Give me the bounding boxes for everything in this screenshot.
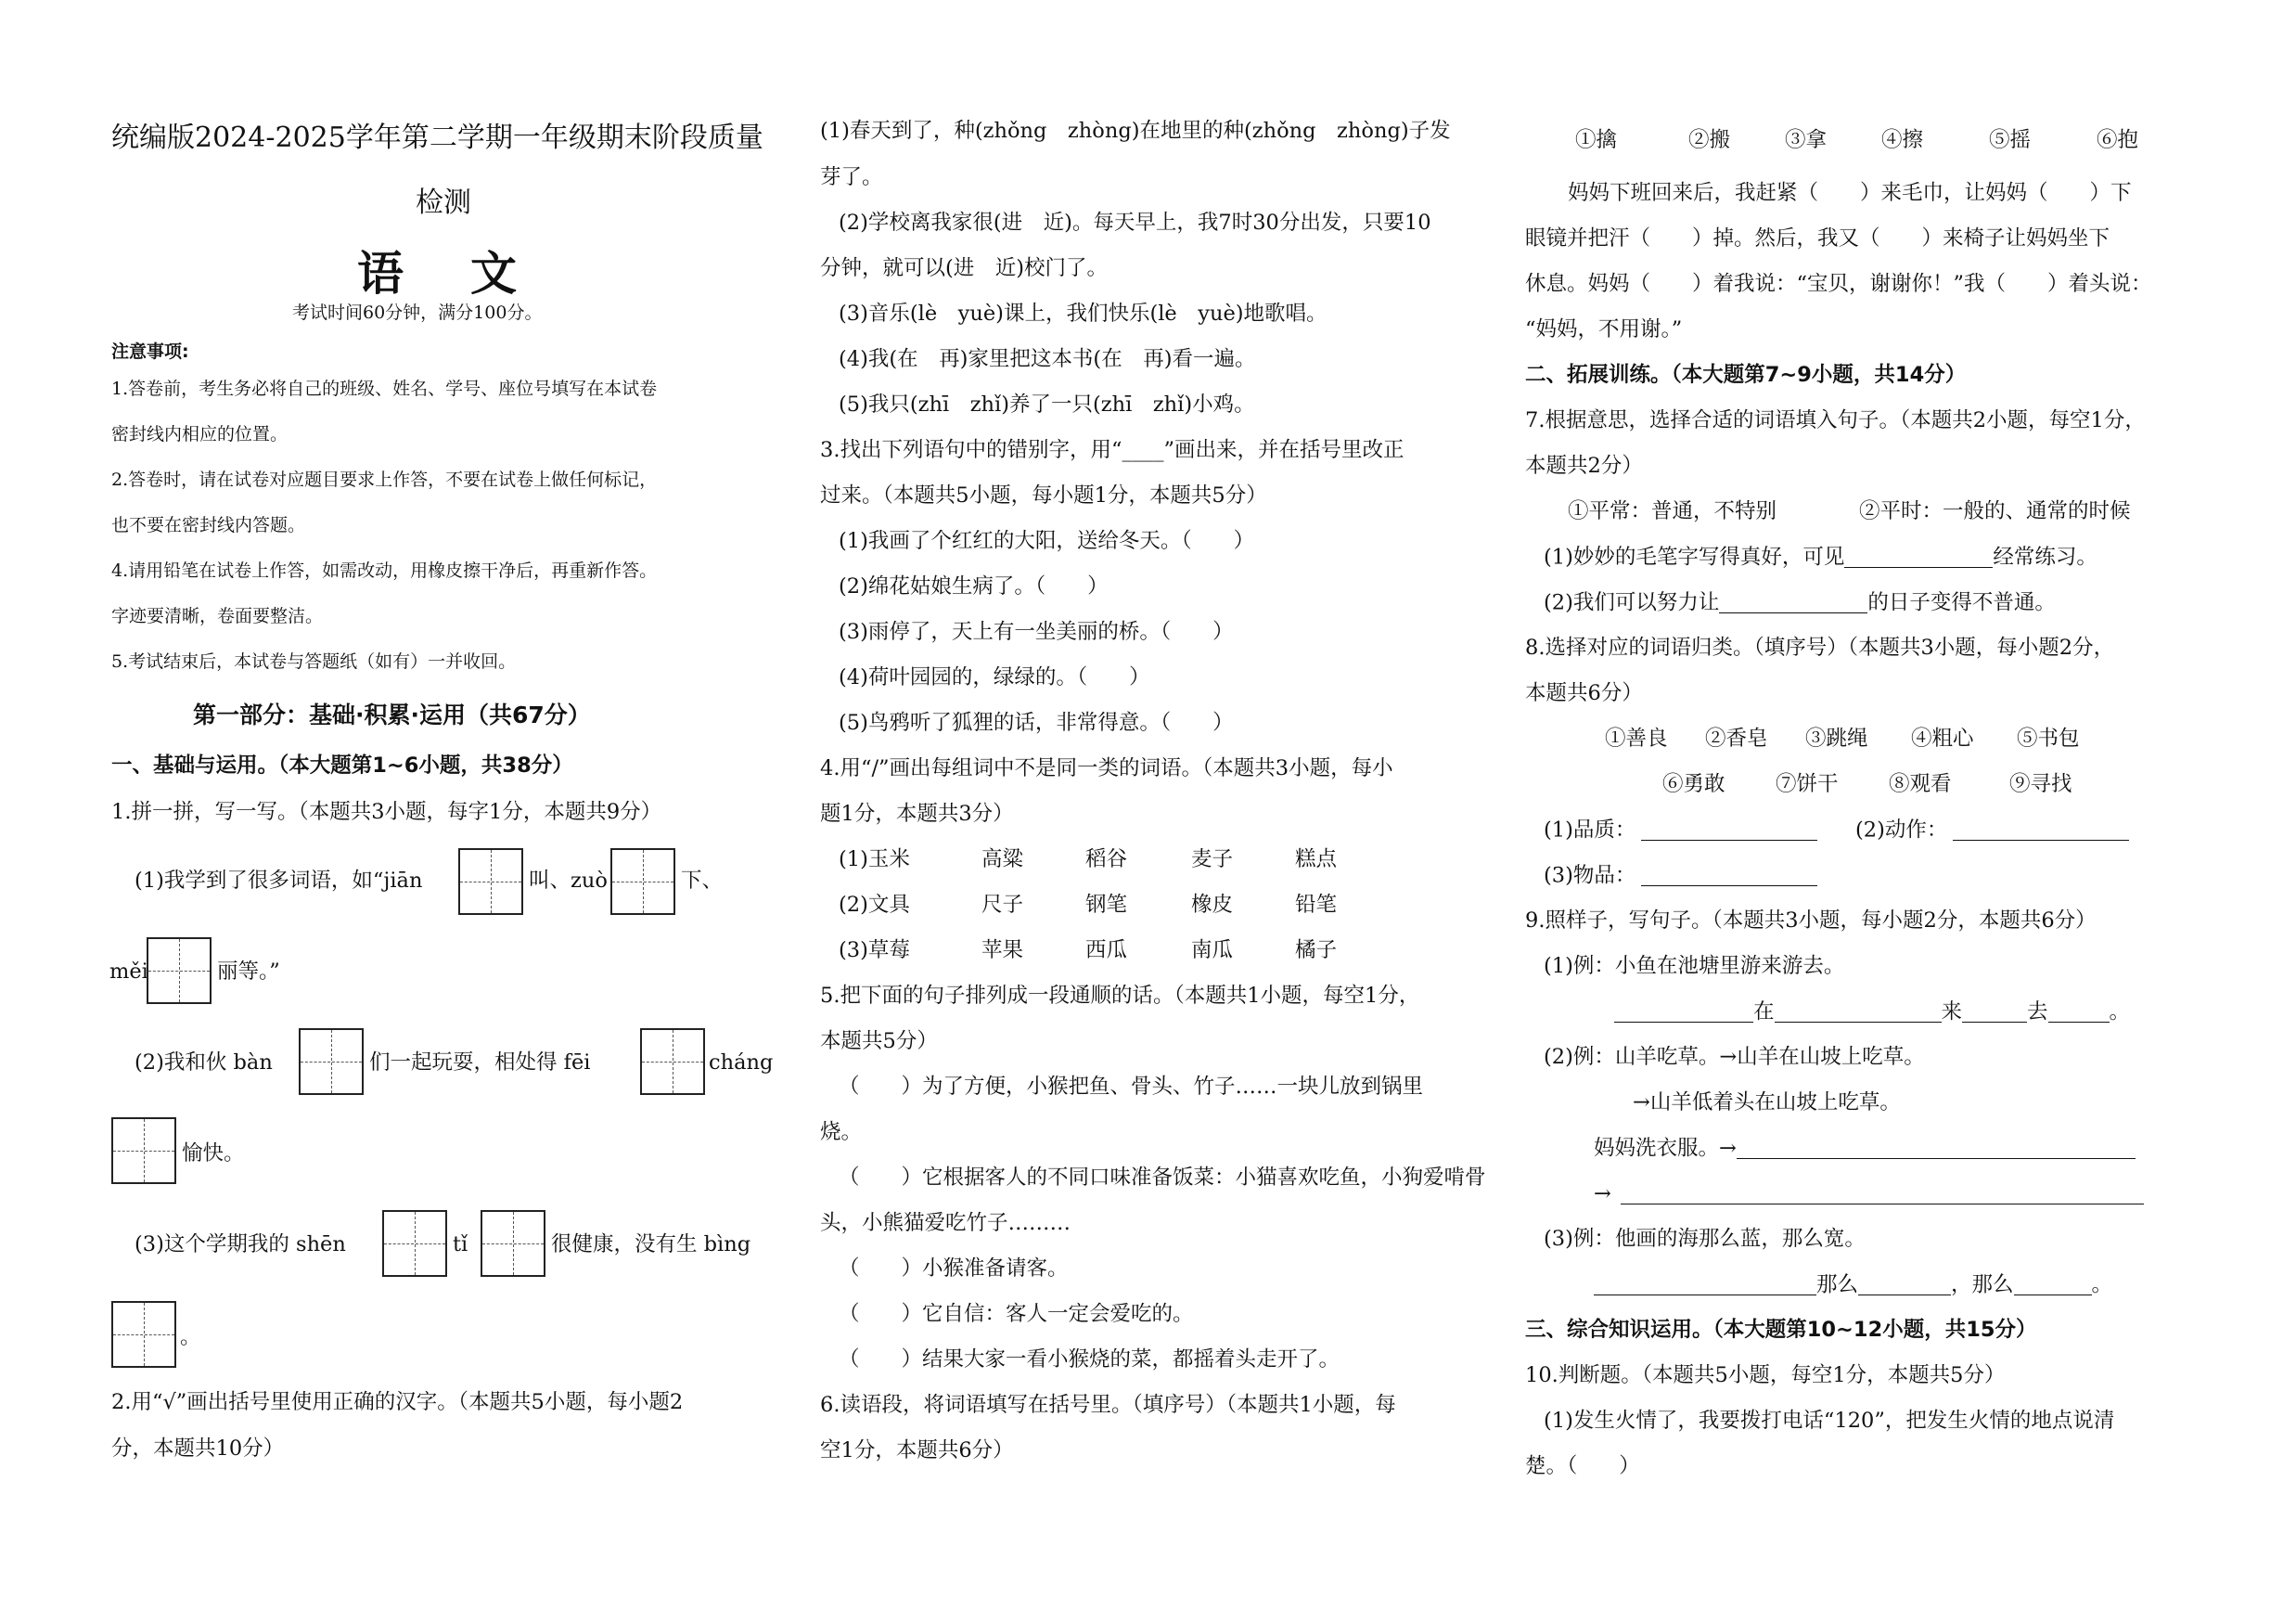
q7-s1-text-a: (1)妙妙的毛笔字写得真好，可见 — [1544, 545, 1845, 570]
tianzige-box[interactable] — [111, 1301, 176, 1368]
q6-paragraph-line: “妈妈，不用谢。” — [1525, 317, 1683, 341]
q2-heading-line1: 2.用“√”画出括号里使用正确的汉字。（本题共5小题，每小题2 — [111, 1390, 684, 1414]
q9-ex2-answer — [1594, 1183, 2144, 1204]
q1-s1-text-b: 叫、zuò — [529, 869, 608, 893]
q3-heading-line1: 3.找出下列语句中的错别字，用“____”画出来，并在括号里改正 — [820, 438, 1405, 462]
q9-heading: 9.照样子，写句子。（本题共3小题，每小题2分，本题共6分） — [1525, 908, 2097, 933]
q9-example2: (2)例：山羊吃草。→山羊在山坡上吃草。 — [1544, 1045, 1925, 1069]
q10-heading: 10.判断题。（本题共5小题，每空1分，本题共5分） — [1525, 1363, 2006, 1387]
q1-heading: 1.拼一拼，写一写。（本题共3小题，每字1分，本题共9分） — [111, 800, 662, 824]
part1-heading: 第一部分：基础·积累·运用（共67分） — [193, 702, 591, 728]
q9-ex3-blank[interactable] — [2014, 1274, 2092, 1295]
q5-sentence: （ ）结果大家一看小猴烧的菜，都摇着头走开了。 — [839, 1347, 1340, 1372]
q7-s1-blank[interactable] — [1844, 547, 1993, 568]
q1-s3-text-b: tǐ — [453, 1232, 468, 1256]
q7-s1 — [1544, 547, 2097, 568]
tianzige-box[interactable] — [111, 1117, 176, 1184]
q4-row1-word: 高粱 — [981, 847, 1024, 871]
q8-category-label: (1)品质： — [1544, 818, 1636, 843]
q10-s1-line1: (1)发生火情了，我要拨打电话“120”，把发生火情的地点说清 — [1544, 1409, 2115, 1433]
q4-row3-word: (3)草莓 — [839, 938, 910, 962]
q9-ex1-word: 来 — [1941, 999, 1963, 1024]
q9-ex1-blank[interactable] — [2048, 1001, 2110, 1023]
q10-s1-line2: 楚。（ ） — [1525, 1454, 1640, 1478]
q9-ex2-blank[interactable] — [1737, 1138, 2136, 1159]
q4-row2-word: (2)文具 — [839, 893, 910, 917]
q8-category — [1544, 865, 1817, 886]
q8-category — [1544, 819, 1817, 841]
q4-row2-word: 钢笔 — [1085, 893, 1128, 917]
exam-title-line1: 统编版2024-2025学年第二学期一年级期末阶段质量 — [111, 122, 763, 154]
q4-row1-word: 麦子 — [1191, 847, 1234, 871]
q8-heading-line2: 本题共6分） — [1525, 681, 1643, 705]
q5-heading-line1: 5.把下面的句子排列成一段通顺的话。（本题共1小题，每空1分， — [820, 984, 1420, 1008]
time-note: 考试时间60分钟，满分100分。 — [292, 303, 543, 323]
q2-s1-line2: 芽了。 — [820, 165, 883, 189]
section2-heading: 二、拓展训练。（本大题第7~9小题，共14分） — [1525, 363, 1967, 387]
q9-ex3-answer — [1594, 1274, 2112, 1295]
q4-row3-word: 西瓜 — [1085, 938, 1128, 962]
note-line: 5.考试结束后，本试卷与答题纸（如有）一并收回。 — [111, 651, 517, 672]
q3-heading-line2: 过来。（本题共5小题，每小题1分，本题共5分） — [820, 483, 1267, 508]
note-line: 2.答卷时，请在试卷对应题目要求上作答，不要在试卷上做任何标记， — [111, 470, 658, 490]
q8-category — [1855, 819, 2129, 841]
q7-s2-text-b: 的日子变得不普通。 — [1867, 590, 2056, 615]
q9-ex2-answer — [1594, 1138, 2136, 1159]
q9-ex1-blank[interactable] — [1614, 1001, 1753, 1023]
q9-ex2-arrow: → — [1594, 1181, 1611, 1206]
notes-heading: 注意事项: — [111, 341, 189, 362]
q4-row1-word: (1)玉米 — [839, 847, 910, 871]
q7-option: ①平常：普通，不特别 — [1568, 499, 1777, 523]
q4-row3-word: 橘子 — [1295, 938, 1338, 962]
q8-category-label: (2)动作： — [1855, 818, 1948, 843]
q2-s2-line1: (2)学校离我家很(进 近)。每天早上，我7时30分出发，只要10 — [839, 211, 1431, 235]
q1-s3-text-d: 。 — [180, 1325, 201, 1349]
q9-ex3-blank[interactable] — [1594, 1274, 1816, 1295]
q7-s2 — [1544, 592, 2056, 613]
q9-ex1-end: 。 — [2109, 999, 2131, 1024]
q8-word: ⑦饼干 — [1776, 772, 1839, 796]
q8-heading-line1: 8.选择对应的词语归类。（填序号）（本题共3小题，每小题2分， — [1525, 636, 2115, 660]
tianzige-box[interactable] — [382, 1210, 447, 1277]
q6-paragraph-line: 眼镜并把汗（ ）掉。然后，我又（ ）来椅子让妈妈坐下 — [1525, 226, 2110, 251]
q7-s1-text-b: 经常练习。 — [1993, 545, 2097, 570]
note-line: 字迹要清晰，卷面要整洁。 — [111, 606, 324, 626]
q9-ex1-blank[interactable] — [1962, 1001, 2027, 1023]
q6-heading-line1: 6.读语段，将词语填写在括号里。（填序号）（本题共1小题，每 — [820, 1393, 1396, 1417]
q1-s2-text-a: (2)我和伙 bàn — [135, 1050, 273, 1075]
q7-option: ②平时：一般的、通常的时候 — [1859, 499, 2131, 523]
q2-s2-line2: 分钟，就可以(进 近)校门了。 — [820, 256, 1109, 280]
q4-row3-word: 苹果 — [981, 938, 1024, 962]
q1-s1-text-e: 丽等。” — [217, 960, 280, 984]
q9-ex1-answer — [1614, 1001, 2130, 1023]
q9-ex3-end: 。 — [2091, 1272, 2113, 1297]
q1-s2-text-d: 愉快。 — [182, 1141, 245, 1166]
q3-item: (2)绵花姑娘生病了。（ ） — [839, 574, 1109, 599]
tianzige-box[interactable] — [299, 1028, 364, 1095]
right-column — [1521, 0, 2296, 1623]
exam-title-line2: 检测 — [416, 187, 471, 219]
q2-s1-line1: (1)春天到了，种(zhǒng zhòng)在地里的种(zhǒng zhòng)子发 — [820, 119, 1451, 143]
q5-heading-line2: 本题共5分） — [820, 1029, 938, 1053]
q3-item: (1)我画了个红红的大阳，送给冬天。（ ） — [839, 529, 1255, 553]
left-column — [0, 0, 798, 1623]
q1-s2-text-c: cháng — [709, 1050, 774, 1075]
q9-ex1-word: 去 — [2027, 999, 2048, 1024]
q4-heading-line2: 题1分，本题共3分） — [820, 802, 1014, 826]
q5-sentence-line1: （ ）它根据客人的不同口味准备饭菜：小猫喜欢吃鱼，小狗爱啃骨 — [839, 1166, 1486, 1190]
q5-sentence-line2: 头，小熊猫爱吃竹子……… — [820, 1211, 1071, 1235]
q7-s2-text-a: (2)我们可以努力让 — [1544, 590, 1720, 615]
q4-row2-word: 橡皮 — [1191, 893, 1234, 917]
q5-sentence: （ ）小猴准备请客。 — [839, 1256, 1069, 1281]
q6-option: ④擦 — [1881, 128, 1924, 152]
q2-s5: (5)我只(zhī zhǐ)养了一只(zhī zhǐ)小鸡。 — [839, 393, 1255, 417]
q6-option: ⑥抱 — [2097, 128, 2139, 152]
q9-ex3-blank[interactable] — [1858, 1274, 1951, 1295]
tianzige-box[interactable] — [610, 848, 675, 915]
q1-s3-text-c: 很健康，没有生 bìng — [551, 1232, 751, 1256]
q8-category-blank[interactable] — [1641, 865, 1817, 886]
q8-word: ⑧观看 — [1889, 772, 1952, 796]
q9-ex1-blank[interactable] — [1775, 1001, 1942, 1023]
q8-word: ⑨寻找 — [2009, 772, 2072, 796]
q4-row3-word: 南瓜 — [1191, 938, 1234, 962]
q4-row2-word: 铅笔 — [1295, 893, 1338, 917]
q9-example2b: →山羊低着头在山坡上吃草。 — [1633, 1090, 1901, 1114]
q2-heading-line2: 分，本题共10分） — [111, 1436, 285, 1461]
q8-word: ⑥勇敢 — [1662, 772, 1725, 796]
q5-sentence: （ ）它自信：客人一定会爱吃的。 — [839, 1302, 1194, 1326]
section3-heading: 三、综合知识运用。（本大题第10~12小题，共15分） — [1525, 1318, 2037, 1342]
q8-category-label: (3)物品： — [1544, 863, 1636, 888]
q8-word: ⑤书包 — [2017, 727, 2080, 751]
q9-example3: (3)例：他画的海那么蓝，那么宽。 — [1544, 1227, 1866, 1251]
q3-item: (3)雨停了，天上有一坐美丽的桥。（ ） — [839, 620, 1234, 644]
q9-example1: (1)例：小鱼在池塘里游来游去。 — [1544, 954, 1845, 978]
q1-s3-text-a: (3)这个学期我的 shēn — [135, 1232, 346, 1256]
q9-ex1-word: 在 — [1753, 999, 1775, 1024]
tianzige-box[interactable] — [481, 1210, 545, 1277]
q6-heading-line2: 空1分，本题共6分） — [820, 1438, 1014, 1462]
q5-sentence-line2: 烧。 — [820, 1120, 863, 1144]
q2-s4: (4)我(在 再)家里把这本书(在 再)看一遍。 — [839, 347, 1256, 371]
q1-s1-text-c: 下、 — [681, 869, 724, 893]
q7-heading-line1: 7.根据意思，选择合适的词语填入句子。（本题共2小题，每空1分， — [1525, 408, 2146, 432]
q8-category-blank[interactable] — [1953, 819, 2129, 841]
subject-title: 语文 — [357, 247, 584, 301]
q7-heading-line2: 本题共2分） — [1525, 454, 1643, 478]
q4-row1-word: 糕点 — [1295, 847, 1338, 871]
note-line: 1.答卷前，考生务必将自己的班级、姓名、学号、座位号填写在本试卷 — [111, 379, 658, 399]
q4-heading-line1: 4.用“/”画出每组词中不是同一类的词语。（本题共3小题，每小 — [820, 756, 1393, 780]
q3-item: (4)荷叶园园的，绿绿的。（ ） — [839, 665, 1150, 689]
note-line: 4.请用铅笔在试卷上作答，如需改动，用橡皮擦干净后，再重新作答。 — [111, 560, 658, 581]
q9-ex3-word: 那么 — [1816, 1272, 1859, 1297]
q5-sentence-line1: （ ）为了方便，小猴把鱼、骨头、竹子……一块儿放到锅里 — [839, 1075, 1424, 1099]
note-line: 密封线内相应的位置。 — [111, 424, 289, 444]
tianzige-box[interactable] — [147, 937, 212, 1004]
q4-row1-word: 稻谷 — [1085, 847, 1128, 871]
q1-s2-text-b: 们一起玩耍，相处得 fēi — [369, 1050, 591, 1075]
q1-s1-text-d: měi — [109, 960, 148, 984]
middle-column — [798, 0, 1521, 1623]
q8-word: ④粗心 — [1911, 727, 1974, 751]
tianzige-box[interactable] — [640, 1028, 705, 1095]
q3-item: (5)鸟鸦听了狐狸的话，非常得意。（ ） — [839, 711, 1234, 735]
q2-s3: (3)音乐(lè yuè)课上，我们快乐(lè yuè)地歌唱。 — [839, 302, 1328, 326]
q6-option: ③拿 — [1785, 128, 1828, 152]
note-line: 也不要在密封线内答题。 — [111, 515, 306, 535]
q9-ex2-prompt: 妈妈洗衣服。→ — [1594, 1136, 1737, 1161]
q9-ex2-blank[interactable] — [1621, 1183, 2144, 1204]
q6-paragraph-line: 妈妈下班回来后，我赶紧（ ）来毛巾，让妈妈（ ）下 — [1568, 181, 2132, 205]
q4-row2-word: 尺子 — [981, 893, 1024, 917]
q9-ex3-word: ，那么 — [1951, 1272, 2014, 1297]
q6-option: ②搬 — [1688, 128, 1731, 152]
q1-s1-text-a: (1)我学到了很多词语，如“jiān — [135, 869, 423, 893]
q8-category-blank[interactable] — [1641, 819, 1817, 841]
q6-option: ①擒 — [1575, 128, 1618, 152]
tianzige-box[interactable] — [458, 848, 523, 915]
q6-paragraph-line: 休息。妈妈（ ）着我说：“宝贝，谢谢你！”我（ ）着头说： — [1525, 272, 2152, 296]
q7-s2-blank[interactable] — [1719, 592, 1867, 613]
section1-heading: 一、基础与运用。（本大题第1~6小题，共38分） — [111, 754, 573, 778]
q8-word: ②香皂 — [1705, 727, 1768, 751]
q8-word: ①善良 — [1605, 727, 1668, 751]
q6-option: ⑤摇 — [1989, 128, 2032, 152]
q8-word: ③跳绳 — [1805, 727, 1868, 751]
